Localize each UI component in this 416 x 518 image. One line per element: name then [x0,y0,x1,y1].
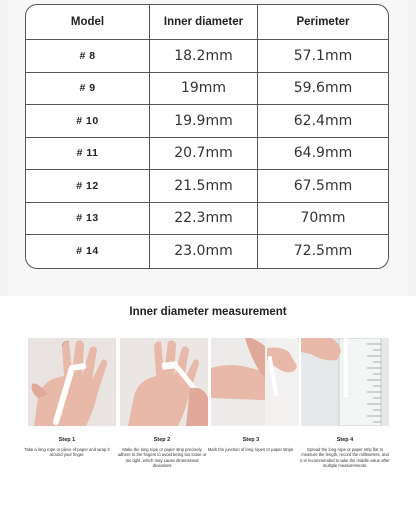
perimeter-cell: 59.6mm [258,73,388,106]
step-4-photo [301,338,389,426]
inner-diameter-cell: 23.0mm [150,235,258,268]
table-row [26,40,388,73]
model-cell: # 8 [26,40,150,73]
model-cell: # 13 [26,203,150,236]
step-3-text: Mark the junction of long ropes or paper strips. [207,447,295,452]
table-row [26,73,388,106]
step-1-photo [28,338,116,426]
model-cell: # 9 [26,73,150,106]
header-model: Model [26,5,150,40]
inner-diameter-cell: 19mm [150,73,258,106]
step-4 [300,437,390,469]
step-3 [206,437,296,452]
model-cell: # 12 [26,170,150,203]
ring-size-table [25,4,389,269]
step-1-label: Step 1 [58,437,76,443]
step-1-text: Take a long rope or piece of paper and wrap it around your finger. [24,447,110,458]
step-1 [22,437,112,458]
step-3-photo [211,338,299,426]
step-2-photo [120,338,208,426]
step-2-label: Step 2 [153,437,171,443]
inner-diameter-cell: 21.5mm [150,170,258,203]
step-2-text: Make the long rope or paper strip precisely adhere to the fingers to avoid being too loose or too tight, which may cause dimensional deviations [117,447,207,469]
model-cell: # 10 [26,105,150,138]
header-inner-diameter: Inner diameter [150,5,258,40]
step-4-label: Step 4 [336,437,354,443]
table-row [26,138,388,171]
inner-diameter-cell: 22.3mm [150,203,258,236]
measurement-title: Inner diameter measurement [129,306,287,318]
perimeter-cell: 64.9mm [258,138,388,171]
table-row [26,203,388,236]
inner-diameter-cell: 18.2mm [150,40,258,73]
step-3-label: Step 3 [242,437,260,443]
step-2 [117,437,207,469]
model-cell: # 11 [26,138,150,171]
table-row [26,235,388,268]
ruler-measure-illustration [301,338,389,426]
inner-diameter-cell: 20.7mm [150,138,258,171]
inner-diameter-cell: 19.9mm [150,105,258,138]
model-cell: # 14 [26,235,150,268]
table-row [26,170,388,203]
hand-adhere-illustration [120,338,208,426]
perimeter-cell: 62.4mm [258,105,388,138]
table-row [26,105,388,138]
header-perimeter: Perimeter [258,5,388,40]
step-4-text: Spread the long rope or paper strip flat to measure the length, record the millimeters, and it is recommended to take the middle value after multiple measurements. [300,447,390,469]
mark-junction-illustration [211,338,299,426]
perimeter-cell: 57.1mm [258,40,388,73]
perimeter-cell: 72.5mm [293,243,353,260]
perimeter-cell: 67.5mm [258,170,388,203]
table-header-row [26,5,388,40]
hand-wrap-illustration [28,338,116,426]
perimeter-cell: 70mm [258,203,388,236]
measurement-section [0,296,416,518]
